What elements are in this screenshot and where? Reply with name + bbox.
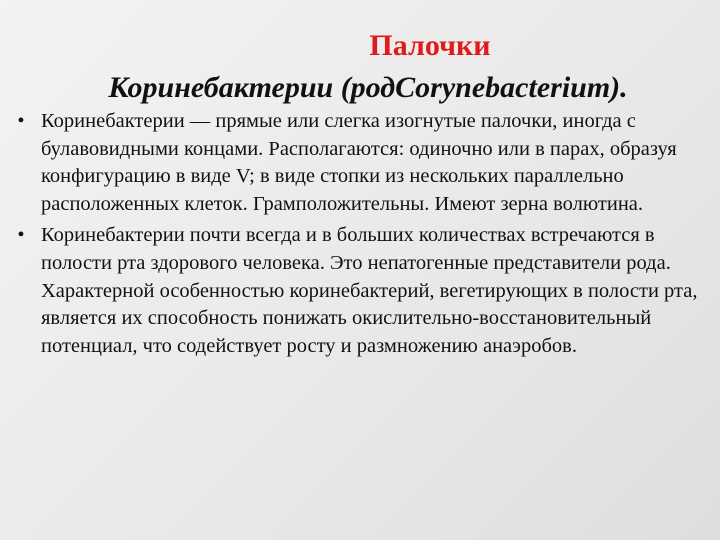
slide-title: Палочки <box>369 29 491 62</box>
bullet-icon: • <box>17 224 25 247</box>
bullet-icon: • <box>17 110 25 132</box>
bullet-item <box>14 108 704 218</box>
bullet-item <box>14 222 704 360</box>
slide-subtitle: Коринебактерии (родCorynebacterium). <box>108 71 628 104</box>
bullet-text: Коринебактерии почти всегда и в больших количествах встречаются в полости рта здорового человека. Это непатогенные представители рода. Характерной особенностью коринебактерий, вегетирующих в полости рта, является их способность понижать окислительно-восстановительный потенциал, что содействует росту и размножению анаэробов. <box>41 224 698 357</box>
bullet-list <box>14 108 704 364</box>
title-block <box>0 28 720 108</box>
bullet-text: Коринебактерии — прямые или слегка изогнутые палочки, иногда с булавовидными концами. Располагаются: одиночно или в парах, образуя конфигурацию в виде V; в виде стопки из нескольких параллельно расположенных клеток. Грамположительны. Имеют зерна волютина. <box>41 110 677 215</box>
